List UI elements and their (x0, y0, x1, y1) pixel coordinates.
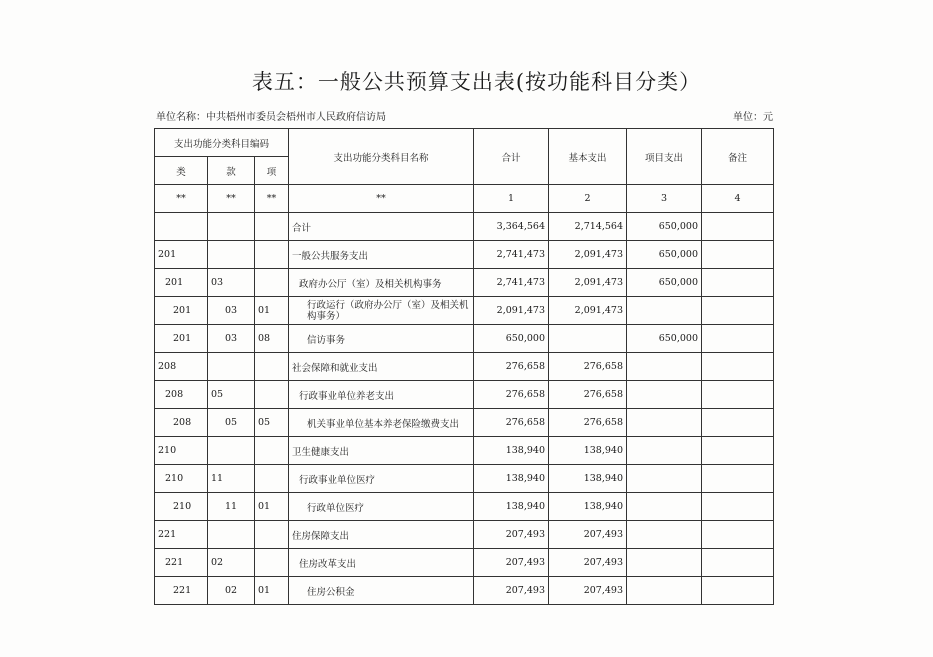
total-cell: 138,940 (474, 493, 549, 521)
lei-cell (155, 213, 208, 241)
lei-cell: 201 (155, 269, 208, 297)
name-cell: 卫生健康支出 (289, 437, 474, 465)
remark-cell (702, 241, 774, 269)
table-row (155, 549, 774, 577)
project-cell: 650,000 (627, 213, 702, 241)
lei-cell: 208 (155, 409, 208, 437)
table-row (155, 577, 774, 605)
basic-cell (549, 325, 627, 353)
xiang-cell (255, 521, 289, 549)
name-cell: 住房改革支出 (289, 549, 474, 577)
xiang-cell: 01 (255, 577, 289, 605)
index-cell: 2 (549, 185, 627, 213)
header-code-group: 支出功能分类科目编码 (155, 129, 289, 157)
table-row (155, 409, 774, 437)
remark-cell (702, 213, 774, 241)
remark-cell (702, 493, 774, 521)
project-cell: 650,000 (627, 269, 702, 297)
name-cell: 行政运行（政府办公厅（室）及相关机构事务） (289, 297, 474, 325)
total-cell: 276,658 (474, 353, 549, 381)
total-cell: 3,364,564 (474, 213, 549, 241)
basic-cell: 2,714,564 (549, 213, 627, 241)
basic-cell: 276,658 (549, 409, 627, 437)
xiang-cell (255, 213, 289, 241)
lei-cell: 201 (155, 297, 208, 325)
project-cell (627, 549, 702, 577)
index-cell: 4 (702, 185, 774, 213)
table-row (155, 297, 774, 325)
remark-cell (702, 297, 774, 325)
kuan-cell (208, 213, 255, 241)
basic-cell: 2,091,473 (549, 269, 627, 297)
lei-cell: 221 (155, 577, 208, 605)
basic-cell: 138,940 (549, 493, 627, 521)
xiang-cell (255, 549, 289, 577)
xiang-cell (255, 353, 289, 381)
kuan-cell (208, 521, 255, 549)
kuan-cell: 05 (208, 409, 255, 437)
header-remark: 备注 (702, 129, 774, 185)
kuan-cell: 03 (208, 297, 255, 325)
table-row (155, 213, 774, 241)
header-row (155, 129, 774, 157)
kuan-cell: 02 (208, 549, 255, 577)
project-cell (627, 577, 702, 605)
lei-cell: 210 (155, 493, 208, 521)
basic-cell: 276,658 (549, 381, 627, 409)
basic-cell: 207,493 (549, 549, 627, 577)
index-cell: ** (208, 185, 255, 213)
project-cell (627, 297, 702, 325)
lei-cell: 221 (155, 521, 208, 549)
xiang-cell: 05 (255, 409, 289, 437)
remark-cell (702, 409, 774, 437)
project-cell (627, 409, 702, 437)
project-cell (627, 437, 702, 465)
xiang-cell (255, 381, 289, 409)
remark-cell (702, 521, 774, 549)
index-cell: ** (155, 185, 208, 213)
remark-cell (702, 577, 774, 605)
total-cell: 276,658 (474, 409, 549, 437)
kuan-cell: 02 (208, 577, 255, 605)
header-lei: 类 (155, 157, 208, 185)
basic-cell: 138,940 (549, 437, 627, 465)
basic-cell: 138,940 (549, 465, 627, 493)
kuan-cell: 03 (208, 325, 255, 353)
name-cell: 行政单位医疗 (289, 493, 474, 521)
remark-cell (702, 437, 774, 465)
xiang-cell (255, 437, 289, 465)
unit-name: 单位名称：中共梧州市委员会梧州市人民政府信访局 (156, 112, 386, 123)
index-cell: ** (255, 185, 289, 213)
header-kuan: 款 (208, 157, 255, 185)
header-total: 合计 (474, 129, 549, 185)
remark-cell (702, 465, 774, 493)
project-cell (627, 353, 702, 381)
xiang-cell: 01 (255, 297, 289, 325)
total-cell: 2,741,473 (474, 241, 549, 269)
total-cell: 207,493 (474, 521, 549, 549)
index-cell: 1 (474, 185, 549, 213)
name-cell: 社会保障和就业支出 (289, 353, 474, 381)
basic-cell: 207,493 (549, 577, 627, 605)
header-basic: 基本支出 (549, 129, 627, 185)
basic-cell: 276,658 (549, 353, 627, 381)
table-row (155, 241, 774, 269)
total-cell: 2,091,473 (474, 297, 549, 325)
name-cell: 住房公积金 (289, 577, 474, 605)
kuan-cell: 11 (208, 493, 255, 521)
name-cell: 政府办公厅（室）及相关机构事务 (289, 269, 474, 297)
header-xiang: 项 (255, 157, 289, 185)
xiang-cell (255, 241, 289, 269)
total-cell: 138,940 (474, 465, 549, 493)
name-cell: 住房保障支出 (289, 521, 474, 549)
total-cell: 276,658 (474, 381, 549, 409)
name-cell: 机关事业单位基本养老保险缴费支出 (289, 409, 474, 437)
basic-cell: 2,091,473 (549, 297, 627, 325)
lei-cell: 201 (155, 325, 208, 353)
unit-label: 单位：元 (733, 112, 773, 123)
xiang-cell (255, 465, 289, 493)
lei-cell: 221 (155, 549, 208, 577)
lei-cell: 208 (155, 381, 208, 409)
total-cell: 650,000 (474, 325, 549, 353)
table-row (155, 381, 774, 409)
project-cell (627, 381, 702, 409)
kuan-cell: 03 (208, 269, 255, 297)
xiang-cell: 08 (255, 325, 289, 353)
name-cell: 行政事业单位医疗 (289, 465, 474, 493)
table-row (155, 437, 774, 465)
name-cell: 行政事业单位养老支出 (289, 381, 474, 409)
table-row (155, 493, 774, 521)
table-row (155, 325, 774, 353)
kuan-cell (208, 241, 255, 269)
remark-cell (702, 269, 774, 297)
page-title: 表五：一般公共预算支出表(按功能科目分类） (251, 70, 702, 94)
xiang-cell: 01 (255, 493, 289, 521)
basic-cell: 2,091,473 (549, 241, 627, 269)
kuan-cell (208, 437, 255, 465)
index-cell: 3 (627, 185, 702, 213)
remark-cell (702, 549, 774, 577)
total-cell: 207,493 (474, 577, 549, 605)
index-cell: ** (289, 185, 474, 213)
project-cell: 650,000 (627, 241, 702, 269)
lei-cell: 201 (155, 241, 208, 269)
table-row (155, 521, 774, 549)
total-cell: 2,741,473 (474, 269, 549, 297)
name-cell: 合计 (289, 213, 474, 241)
header-project: 项目支出 (627, 129, 702, 185)
project-cell (627, 465, 702, 493)
lei-cell: 208 (155, 353, 208, 381)
total-cell: 207,493 (474, 549, 549, 577)
kuan-cell: 11 (208, 465, 255, 493)
table-row (155, 269, 774, 297)
remark-cell (702, 381, 774, 409)
basic-cell: 207,493 (549, 521, 627, 549)
budget-table (154, 128, 774, 605)
remark-cell (702, 353, 774, 381)
project-cell: 650,000 (627, 325, 702, 353)
name-cell: 一般公共服务支出 (289, 241, 474, 269)
lei-cell: 210 (155, 437, 208, 465)
remark-cell (702, 325, 774, 353)
kuan-cell (208, 353, 255, 381)
project-cell (627, 521, 702, 549)
table-row (155, 353, 774, 381)
header-name: 支出功能分类科目名称 (289, 129, 474, 185)
index-row (155, 185, 774, 213)
total-cell: 138,940 (474, 437, 549, 465)
xiang-cell (255, 269, 289, 297)
table-row (155, 465, 774, 493)
lei-cell: 210 (155, 465, 208, 493)
kuan-cell: 05 (208, 381, 255, 409)
project-cell (627, 493, 702, 521)
name-cell: 信访事务 (289, 325, 474, 353)
